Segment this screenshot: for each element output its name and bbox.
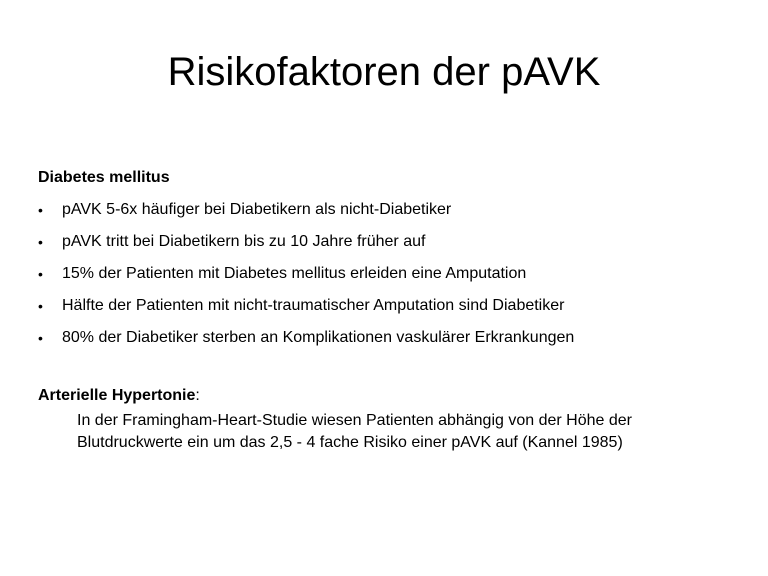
hypertension-paragraph: In der Framingham-Heart-Studie wiesen Patienten abhängig von der Höhe der Blutdruckwerte ein um das 2,5 - 4 fache Risiko einer pAVK auf (Kannel 1985) bbox=[77, 412, 632, 451]
bullet-icon: • bbox=[38, 234, 43, 250]
list-item-text: pAVK 5-6x häufiger bei Diabetikern als nicht-Diabetiker bbox=[62, 201, 452, 218]
bullet-icon: • bbox=[38, 298, 43, 314]
list-item bbox=[38, 296, 574, 328]
list-item bbox=[38, 264, 574, 296]
list-item-text: 15% der Patienten mit Diabetes mellitus erleiden eine Amputation bbox=[62, 265, 527, 282]
bullet-icon: • bbox=[38, 266, 43, 282]
list-item-text: Hälfte der Patienten mit nicht-traumatischer Amputation sind Diabetiker bbox=[62, 297, 565, 314]
hypertension-heading bbox=[38, 386, 200, 406]
diabetes-heading: Diabetes mellitus bbox=[38, 169, 170, 186]
list-item bbox=[38, 200, 574, 232]
slide-title: Risikofaktoren der pAVK bbox=[167, 50, 601, 94]
diabetes-bullet-list bbox=[38, 200, 574, 360]
list-item-text: pAVK tritt bei Diabetikern bis zu 10 Jahre früher auf bbox=[62, 233, 426, 250]
hypertension-heading-text: Arterielle Hypertonie bbox=[38, 387, 196, 404]
hypertension-heading-colon: : bbox=[195, 387, 200, 404]
bullet-icon: • bbox=[38, 202, 43, 218]
list-item bbox=[38, 232, 574, 264]
bullet-icon: • bbox=[38, 330, 43, 346]
list-item-text: 80% der Diabetiker sterben an Komplikationen vaskulärer Erkrankungen bbox=[62, 329, 575, 346]
list-item bbox=[38, 328, 574, 360]
